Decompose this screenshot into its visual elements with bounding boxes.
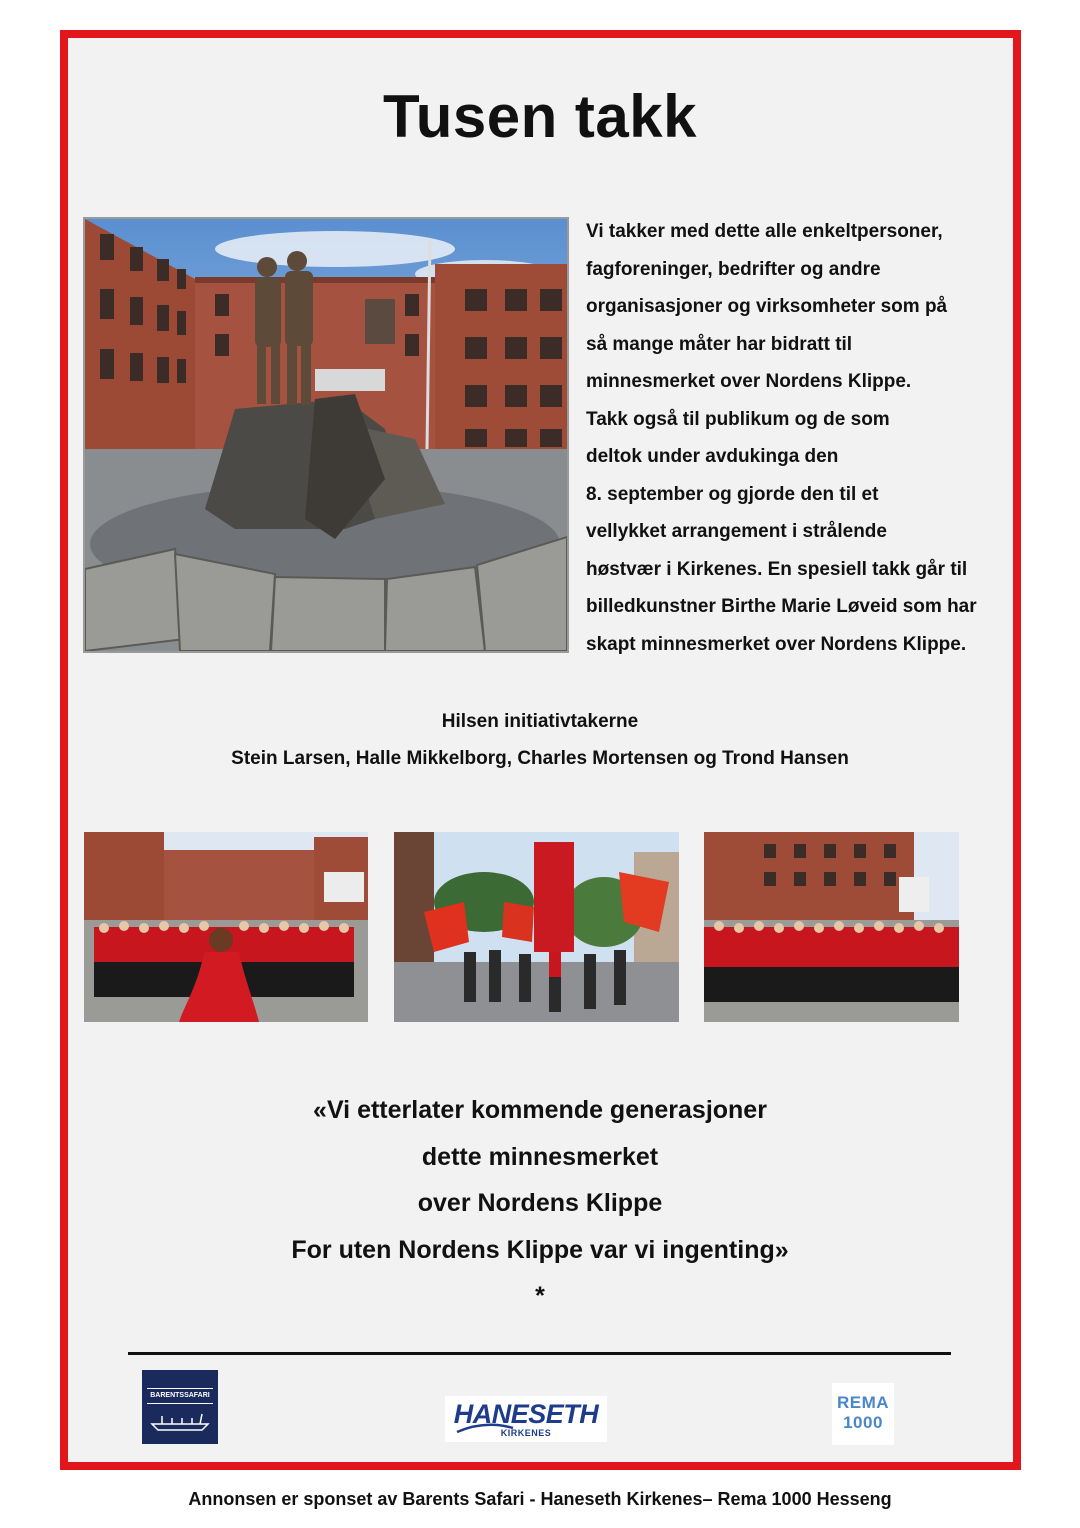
thanks-line: deltok under avdukinga den [586, 446, 839, 467]
quote-asterisk: * [535, 1282, 545, 1310]
barents-safari-wordmark: BARENTSSAFARI [147, 1388, 213, 1404]
sponsor-footer: Annonsen er sponset av Barents Safari - Haneseth Kirkenes– Rema 1000 Hesseng [188, 1489, 892, 1509]
barents-safari-logo [142, 1370, 218, 1444]
haneseth-logo [445, 1396, 607, 1442]
swoosh-icon [455, 1422, 515, 1436]
quote-line: over Nordens Klippe [417, 1189, 663, 1217]
choir-photo-2 [704, 832, 959, 1022]
thanks-line: billedkunstner Birthe Marie Løveid som har [586, 596, 977, 617]
thanks-line: 8. september og gjorde den til et [586, 483, 879, 505]
thanks-line: organisasjoner og virksomheter som på [586, 296, 948, 317]
rema-wordmark: REMA [836, 1393, 890, 1412]
divider [128, 1352, 951, 1355]
haneseth-location: KIRKENES [500, 1428, 552, 1438]
haneseth-wordmark: HANESETH [453, 1399, 599, 1429]
rema-1000-logo [832, 1383, 894, 1445]
thanks-paragraph [586, 213, 1006, 663]
greeting-line: Hilsen initiativtakerne [441, 711, 639, 732]
parade-photo [394, 832, 679, 1022]
thanks-line: skapt minnesmerket over Nordens Klippe. [586, 633, 967, 655]
quote-line: For uten Nordens Klippe var vi ingenting» [291, 1235, 789, 1264]
thanks-line: Vi takker med dette alle enkeltpersoner, [586, 221, 943, 242]
thanks-line: minnesmerket over Nordens Klippe. [586, 371, 912, 392]
quote-line: dette minnesmerket [421, 1142, 659, 1171]
quote-block [0, 1087, 1080, 1320]
thanks-line: så mange måter har bidratt til [586, 333, 853, 355]
choir-photo-1 [84, 832, 368, 1022]
greeting-block [0, 703, 1080, 777]
thanks-line: Takk også til publikum og de som [586, 408, 890, 430]
rema-number: 1000 [843, 1413, 883, 1432]
thanks-line: høstvær i Kirkenes. En spesiell takk går til [586, 558, 968, 580]
thanks-line: vellykket arrangement i strålende [586, 521, 887, 542]
initiators-names: Stein Larsen, Halle Mikkelborg, Charles Mortensen og Trond Hansen [231, 748, 849, 769]
thanks-line: fagforeninger, bedrifter og andre [586, 258, 881, 280]
page-title: Tusen takk [383, 83, 697, 150]
quote-line: «Vi etterlater kommende generasjoner [313, 1096, 767, 1124]
statue-photo [83, 217, 569, 653]
boat-icon [150, 1410, 210, 1434]
